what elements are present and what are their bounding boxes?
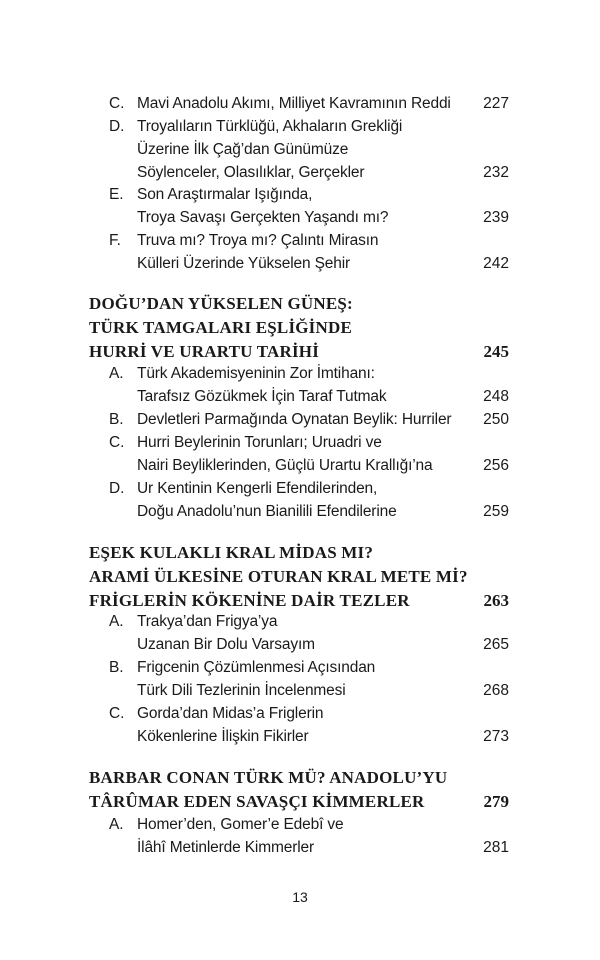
entry-title-line: Devletleri Parmağında Oynatan Beylik: Hurriler [137, 411, 452, 428]
entry-letter: B. [109, 411, 124, 428]
entry-page-number: 227 [483, 95, 509, 112]
entry-title-line: Kökenlerine İlişkin Fikirler [137, 728, 309, 745]
entry-title-line: Üzerine İlk Çağ’dan Günümüze [137, 141, 349, 158]
entry-title-line: Son Araştırmalar Işığında, [137, 186, 313, 203]
section-heading-line: BARBAR CONAN TÜRK MÜ? ANADOLU’YU [89, 768, 448, 787]
entry-page-number: 250 [483, 411, 509, 428]
entry-page-number: 239 [483, 209, 509, 226]
toc-entry-c [0, 702, 600, 748]
entry-title-line: Külleri Üzerinde Yükselen Şehir [137, 255, 351, 272]
entry-page-number: 281 [483, 839, 509, 856]
entry-title-line: Uzanan Bir Dolu Varsayım [137, 636, 315, 653]
page-number-folio: 13 [292, 889, 308, 905]
entry-letter: A. [109, 816, 124, 833]
entry-letter: B. [109, 659, 124, 676]
toc-entry-e [0, 183, 600, 229]
toc-entry-a [0, 610, 600, 656]
toc-entry-a [0, 362, 600, 408]
entry-page-number: 242 [483, 255, 509, 272]
entry-page-number: 265 [483, 636, 509, 653]
entry-title-line: Türk Akademisyeninin Zor İmtihanı: [137, 365, 375, 382]
section-page-number: 279 [483, 792, 509, 811]
section-page-number: 263 [483, 591, 509, 610]
entry-page-number: 259 [483, 503, 509, 520]
entry-letter: A. [109, 365, 124, 382]
section-heading-line: HURRİ VE URARTU TARİHİ [89, 342, 320, 361]
entry-title-line: Söylenceler, Olasılıklar, Gerçekler [137, 164, 365, 181]
entry-letter: F. [109, 232, 121, 249]
entry-letter: D. [109, 118, 125, 135]
section-heading-line: FRİGLERİN KÖKENİNE DAİR TEZLER [89, 591, 410, 610]
section-heading-kimmer [89, 766, 509, 814]
entry-page-number: 248 [483, 388, 509, 405]
entry-title-line: Truva mı? Troya mı? Çalıntı Mirasın [137, 232, 379, 249]
section-heading-line: TÜRK TAMGALARI EŞLİĞİNDE [89, 318, 352, 337]
entry-title-line: Doğu Anadolu’nun Bianilili Efendilerine [137, 503, 397, 520]
section-heading-line: EŞEK KULAKLI KRAL MİDAS MI? [89, 543, 374, 562]
entry-title-line: Troya Savaşı Gerçekten Yaşandı mı? [137, 209, 389, 226]
toc-entry-a [0, 813, 600, 859]
entry-letter: E. [109, 186, 124, 203]
section-heading-line: ARAMİ ÜLKESİNE OTURAN KRAL METE Mİ? [89, 567, 468, 586]
toc-entry-c [0, 92, 600, 115]
entry-page-number: 256 [483, 457, 509, 474]
entry-letter: C. [109, 705, 125, 722]
section-heading-line: DOĞU’DAN YÜKSELEN GÜNEŞ: [89, 294, 353, 313]
section-heading-frig [89, 541, 509, 613]
section-heading-line: TÂRÛMAR EDEN SAVAŞÇI KİMMERLER [89, 792, 425, 811]
entry-title-line: Gorda’dan Midas’a Friglerin [137, 705, 324, 722]
entry-title-line: Troyalıların Türklüğü, Akhaların Grekliği [137, 118, 403, 135]
entry-page-number: 268 [483, 682, 509, 699]
entry-title-line: Türk Dili Tezlerinin İncelenmesi [137, 682, 346, 699]
toc-entry-d [0, 115, 600, 184]
section-heading-hurri-urartu [89, 292, 509, 364]
entry-title-line: Frigcenin Çözümlenmesi Açısından [137, 659, 376, 676]
entry-title-line: Mavi Anadolu Akımı, Milliyet Kavramının Reddi [137, 95, 451, 112]
entry-letter: D. [109, 480, 125, 497]
entry-title-line: Nairi Beyliklerinden, Güçlü Urartu Krallığı’na [137, 457, 433, 474]
entry-title-line: Hurri Beylerinin Torunları; Uruadri ve [137, 434, 382, 451]
toc-entry-b [0, 408, 600, 431]
entry-letter: A. [109, 613, 124, 630]
toc-entry-b [0, 656, 600, 702]
toc-entry-d [0, 477, 600, 523]
entry-title-line: İlâhî Metinlerde Kimmerler [137, 839, 314, 856]
entry-title-line: Ur Kentinin Kengerli Efendilerinden, [137, 480, 378, 497]
entry-title-line: Tarafsız Gözükmek İçin Taraf Tutmak [137, 388, 387, 405]
entry-title-line: Homer’den, Gomer’e Edebî ve [137, 816, 344, 833]
entry-title-line: Trakya’dan Frigya’ya [137, 613, 278, 630]
section-page-number: 245 [483, 342, 509, 361]
entry-page-number: 232 [483, 164, 509, 181]
entry-letter: C. [109, 434, 125, 451]
toc-entry-f [0, 229, 600, 275]
entry-letter: C. [109, 95, 125, 112]
toc-entry-c [0, 431, 600, 477]
entry-page-number: 273 [483, 728, 509, 745]
